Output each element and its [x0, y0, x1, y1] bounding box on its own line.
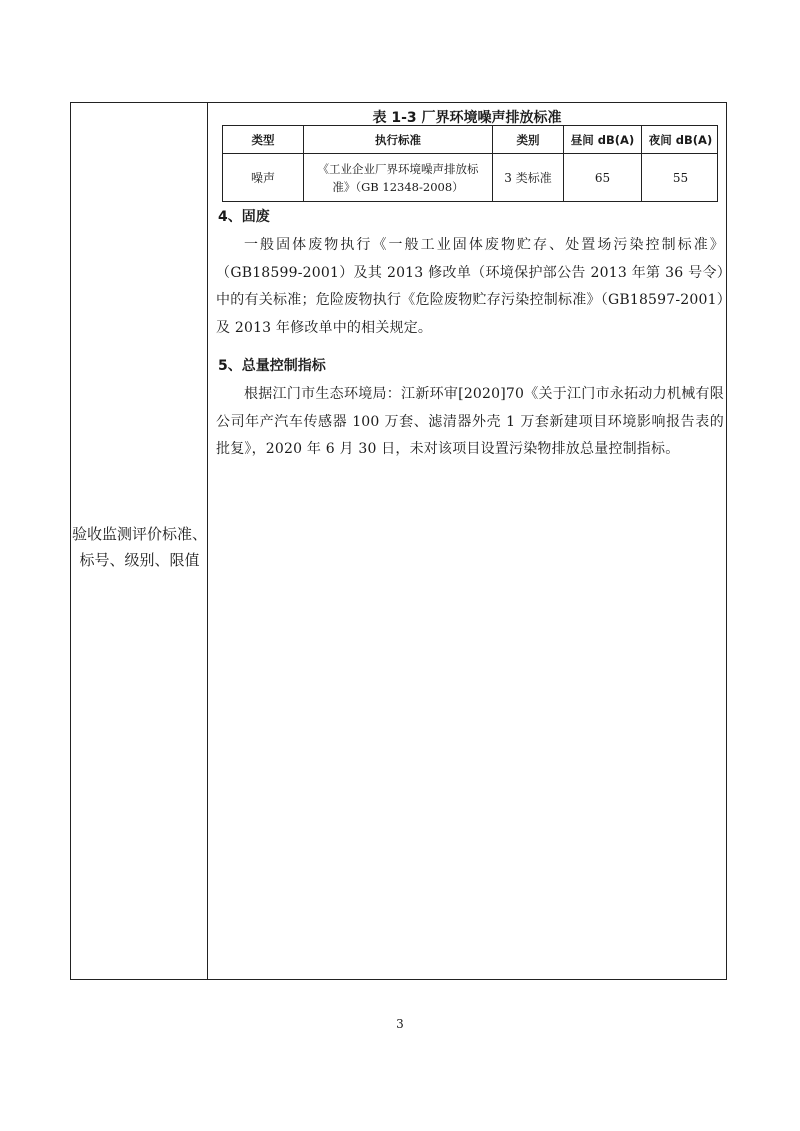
section5-paragraph: 根据江门市生态环境局：江新环审[2020]70《关于江门市永拓动力机械有限公司年产汽车传感器 100 万套、滤清器外壳 1 万套新建项目环境影响报告表的批复》，2020 年 6 月 30 日，未对该项目设置污染物排放总量控制指标。	[216, 386, 724, 457]
table-header-row	[223, 126, 717, 154]
row-label	[71, 521, 208, 573]
header-day: 昼间 dB(A)	[563, 126, 641, 153]
header-category: 类别	[492, 126, 563, 153]
header-night: 夜间 dB(A)	[641, 126, 719, 153]
cell-day: 65	[563, 154, 641, 201]
noise-table-caption: 表 1-3 厂界环境噪声排放标准	[372, 110, 562, 126]
cell-night: 55	[641, 154, 719, 201]
standard-text	[308, 160, 489, 196]
cell-standard	[303, 154, 492, 201]
section4-heading: 4、固废	[218, 209, 270, 225]
row-label-line1: 验收监测评价标准、	[71, 525, 207, 543]
cell-type: 噪声	[250, 171, 275, 185]
section5-heading: 5、总量控制指标	[218, 358, 326, 374]
noise-standard-table	[222, 125, 718, 202]
standard-line2: 准》（GB 12348-2008）	[332, 179, 464, 194]
table-row	[223, 154, 717, 201]
header-standard: 执行标准	[303, 126, 492, 153]
page-number: 3	[396, 1017, 404, 1031]
standard-line1: 《工业企业厂界环境噪声排放标	[317, 161, 479, 176]
cell-category: 3 类标准	[492, 154, 563, 201]
section4-paragraph: 一般固体废物执行《一般工业固体废物贮存、处置场污染控制标准》（GB18599-2001）及其 2013 修改单（环境保护部公告 2013 年第 36 号令）中的有关标准；危险废物执行《危险废物贮存污染控制标准》（GB18597-2001）及 2013 年修改单中的相关规定。	[216, 237, 724, 336]
label-column	[71, 103, 208, 979]
row-label-line2: 标号、级别、限值	[79, 551, 200, 569]
content-column	[208, 103, 726, 979]
header-type: 类型	[251, 132, 275, 147]
form-table	[70, 102, 727, 980]
